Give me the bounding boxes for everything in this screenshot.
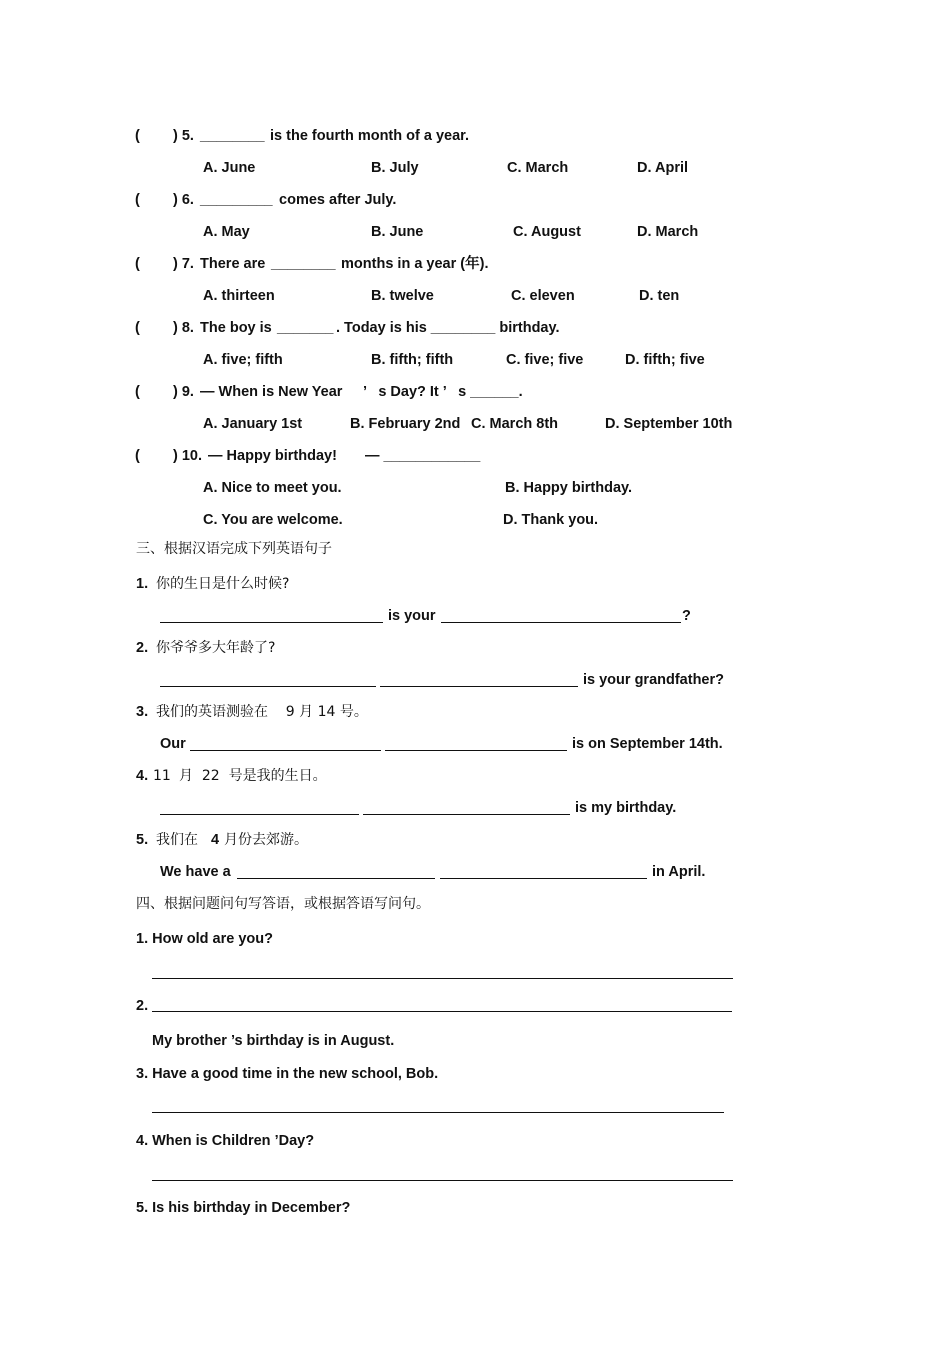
- q5-option-a: A. June: [203, 160, 256, 176]
- s3-item-4-chinese: 月 22 号是我的生日。: [179, 768, 327, 784]
- q8-option-c: C. five; five: [506, 352, 584, 368]
- question-7-pre: There are: [196, 256, 270, 272]
- question-5-text: is the fourth month of a year.: [266, 128, 470, 144]
- q5-option-c: C. March: [507, 160, 569, 176]
- question-6-blank: _________: [200, 192, 273, 208]
- s3-item-1-end: ?: [682, 608, 691, 624]
- question-6-number: ) 6.: [173, 192, 194, 208]
- question-6-text: comes after July.: [275, 192, 397, 208]
- s3-item-5-chinese: 我们在: [156, 832, 198, 848]
- s3-item-1-blank-2[interactable]: [441, 622, 681, 623]
- q6-option-a: A. May: [203, 224, 250, 240]
- q5-option-d: D. April: [637, 160, 689, 176]
- question-7-text: months in a year (年).: [337, 256, 489, 272]
- s3-item-1-middle: is your: [388, 608, 436, 624]
- answer-paren-open: (: [135, 448, 140, 464]
- q5-option-b: B. July: [371, 160, 419, 176]
- s3-item-2-blank-2[interactable]: [380, 686, 578, 687]
- s3-item-2-end: is your grandfather?: [583, 672, 724, 688]
- answer-paren-open: (: [135, 128, 140, 144]
- s3-item-4-blank-2[interactable]: [363, 814, 570, 815]
- answer-paren-open: (: [135, 384, 140, 400]
- question-10-tail: — ____________: [365, 448, 481, 464]
- question-8-blank: _______: [277, 320, 334, 336]
- answer-paren-open: (: [135, 320, 140, 336]
- q9-option-b: B. February 2nd: [350, 416, 461, 432]
- s3-item-5-blank-2[interactable]: [440, 878, 647, 879]
- s4-item-2-question-line[interactable]: [152, 1011, 732, 1012]
- q9-option-c: C. March 8th: [471, 416, 559, 432]
- q7-option-a: A. thirteen: [203, 288, 275, 304]
- s3-item-5-chinese-2: 月份去郊游。: [224, 832, 308, 848]
- question-8-pre: The boy is: [196, 320, 276, 336]
- q10-option-c: C. You are welcome.: [203, 512, 343, 528]
- s4-item-3-question: 3. Have a good time in the new school, Bob.: [136, 1066, 439, 1082]
- q6-option-d: D. March: [637, 224, 699, 240]
- s3-item-5-end: in April.: [652, 864, 706, 880]
- s3-item-3-number: 3.: [136, 704, 149, 720]
- s3-item-2-chinese: 你爷爷多大年龄了?: [156, 640, 276, 656]
- s4-item-4-answer-line[interactable]: [152, 1180, 733, 1181]
- s3-item-1-chinese: 你的生日是什么时候?: [156, 576, 290, 592]
- question-7-blank: ________: [271, 256, 336, 272]
- s3-item-3-blank-1[interactable]: [190, 750, 381, 751]
- s3-item-1-number: 1.: [136, 576, 149, 592]
- q10-option-d: D. Thank you.: [503, 512, 599, 528]
- s3-item-4-blank-1[interactable]: [160, 814, 359, 815]
- s4-item-1-answer-line[interactable]: [152, 978, 733, 979]
- s3-item-4-number: 4.: [136, 768, 149, 784]
- q6-option-b: B. June: [371, 224, 424, 240]
- question-5-blank: ________: [200, 128, 265, 144]
- s3-item-5-month: 4: [211, 832, 220, 848]
- question-9-number: ) 9.: [173, 384, 194, 400]
- s3-item-3-end: is on September 14th.: [572, 736, 723, 752]
- s3-item-3-start: Our: [160, 736, 186, 752]
- section-3-title: 三、根据汉语完成下列英语句子: [136, 541, 332, 557]
- answer-paren-open: (: [135, 192, 140, 208]
- q9-option-a: A. January 1st: [203, 416, 303, 432]
- s3-item-5-start: We have a: [160, 864, 231, 880]
- s3-item-3-chinese: 我们的英语测验在 9 月 14 号。: [156, 704, 368, 720]
- s4-item-1-question: 1. How old are you?: [136, 931, 273, 947]
- q7-option-b: B. twelve: [371, 288, 434, 304]
- s3-item-1-blank-1[interactable]: [160, 622, 383, 623]
- answer-paren-open: (: [135, 256, 140, 272]
- question-9-tail: ’ s Day? It ’ s ______.: [363, 384, 523, 400]
- section-4-title: 四、根据问题问句写答语，或根据答语写问句。: [136, 896, 430, 912]
- question-8-text: . Today is his ________ birthday.: [336, 320, 560, 336]
- s3-item-2-blank-1[interactable]: [160, 686, 376, 687]
- q8-option-d: D. fifth; five: [625, 352, 705, 368]
- q8-option-b: B. fifth; fifth: [371, 352, 454, 368]
- question-5-number: ) 5.: [173, 128, 194, 144]
- q10-option-a: A. Nice to meet you.: [203, 480, 342, 496]
- s3-item-2-number: 2.: [136, 640, 149, 656]
- s4-item-2-number: 2.: [136, 998, 149, 1014]
- question-9-pre: — When is New Year: [196, 384, 343, 400]
- q7-option-d: D. ten: [639, 288, 680, 304]
- s4-item-5-question: 5. Is his birthday in December?: [136, 1200, 351, 1216]
- question-10-pre: — Happy birthday!: [204, 448, 337, 464]
- q8-option-a: A. five; fifth: [203, 352, 283, 368]
- s3-item-5-number: 5.: [136, 832, 149, 848]
- question-7-number: ) 7.: [173, 256, 194, 272]
- s4-item-4-question: 4. When is Children ’Day?: [136, 1133, 315, 1149]
- question-10-number: ) 10.: [173, 448, 203, 464]
- s4-item-3-answer-line[interactable]: [152, 1112, 724, 1113]
- q7-option-c: C. eleven: [511, 288, 575, 304]
- s3-item-4-end: is my birthday.: [575, 800, 677, 816]
- question-8-number: ) 8.: [173, 320, 194, 336]
- s3-item-4-number-cn: 11: [153, 768, 171, 784]
- s4-item-2-answer: My brother ’s birthday is in August.: [152, 1033, 395, 1049]
- q10-option-b: B. Happy birthday.: [505, 480, 633, 496]
- s3-item-3-blank-2[interactable]: [385, 750, 567, 751]
- q9-option-d: D. September 10th: [605, 416, 733, 432]
- q6-option-c: C. August: [513, 224, 581, 240]
- s3-item-5-blank-1[interactable]: [237, 878, 435, 879]
